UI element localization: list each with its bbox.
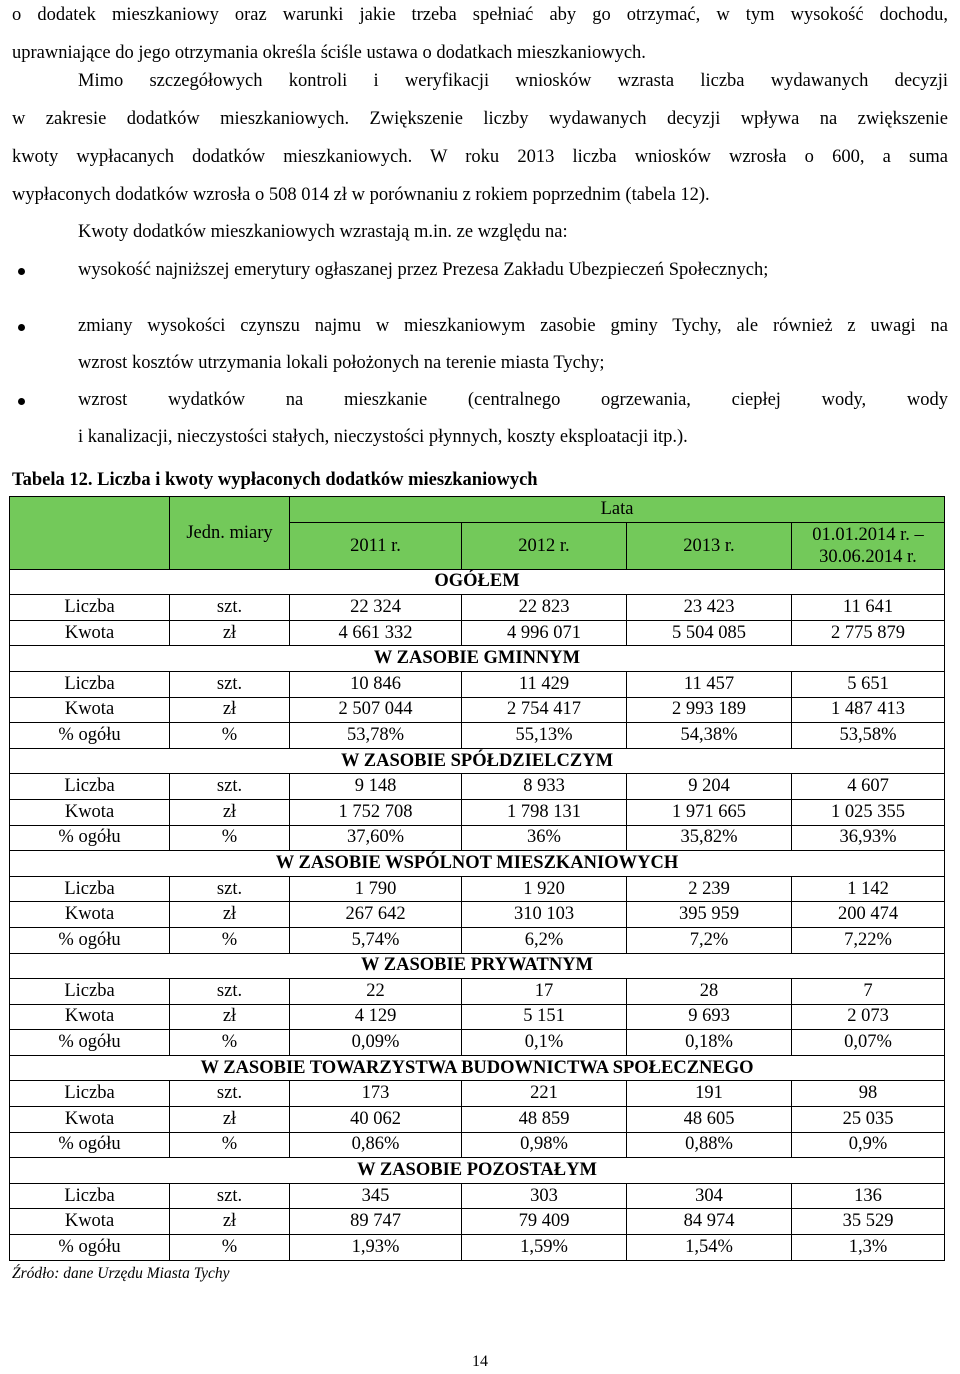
table-row: [10, 799, 945, 825]
table-row: [10, 876, 945, 902]
years-header: Lata: [290, 497, 945, 523]
value-cell: 136: [792, 1183, 945, 1209]
value-cell: 395 959: [627, 902, 792, 928]
table-row: [10, 697, 945, 723]
value-cell: 8 933: [462, 774, 627, 800]
text-line: o dodatek mieszkaniowy oraz warunki jakie trzeba spełniać aby go otrzymać, w tym wysokość dochodu,: [12, 5, 948, 25]
value-cell: 0,9%: [792, 1132, 945, 1158]
decisions-paragraph: [12, 62, 948, 214]
section-title: W ZASOBIE PRYWATNYM: [10, 953, 945, 979]
value-cell: 0,88%: [627, 1132, 792, 1158]
table-row: [10, 1132, 945, 1158]
bullet-icon: [18, 398, 25, 405]
value-cell: 7: [792, 979, 945, 1005]
source-note: Źródło: dane Urzędu Miasta Tychy: [12, 1265, 230, 1282]
unit-cell: szt.: [170, 876, 290, 902]
text-line: Kwoty dodatków mieszkaniowych wzrastają m.in. ze względu na:: [78, 222, 568, 242]
value-cell: 221: [462, 1081, 627, 1107]
section-title: W ZASOBIE TOWARZYSTWA BUDOWNICTWA SPOŁECZNEGO: [10, 1055, 945, 1081]
value-cell: 2 775 879: [792, 620, 945, 646]
list-item-text: wysokość najniższej emerytury ogłaszanej przez Prezesa Zakładu Ubezpieczeń Społecznych;: [78, 260, 769, 280]
section-row: [10, 1055, 945, 1081]
unit-cell: szt.: [170, 1183, 290, 1209]
value-cell: 36%: [462, 825, 627, 851]
value-cell: 6,2%: [462, 927, 627, 953]
table-row: [10, 927, 945, 953]
unit-cell: %: [170, 1235, 290, 1261]
value-cell: 28: [627, 979, 792, 1005]
value-cell: 5 151: [462, 1004, 627, 1030]
value-cell: 1 971 665: [627, 799, 792, 825]
text-line: Mimo szczegółowych kontroli i weryfikacji wniosków wzrasta liczba wydawanych decyzji: [78, 71, 948, 91]
list-item: [12, 382, 948, 456]
page-number: 14: [472, 1353, 488, 1370]
row-label: Liczba: [10, 671, 170, 697]
value-cell: 0,09%: [290, 1030, 462, 1056]
value-cell: 98: [792, 1081, 945, 1107]
bullet-icon: [18, 324, 25, 331]
section-row: [10, 953, 945, 979]
unit-cell: zł: [170, 1107, 290, 1133]
value-cell: 79 409: [462, 1209, 627, 1235]
value-cell: 0,98%: [462, 1132, 627, 1158]
table-row: [10, 1235, 945, 1261]
unit-cell: szt.: [170, 1081, 290, 1107]
value-cell: 200 474: [792, 902, 945, 928]
value-cell: 4 661 332: [290, 620, 462, 646]
row-label: Liczba: [10, 876, 170, 902]
value-cell: 40 062: [290, 1107, 462, 1133]
value-cell: 303: [462, 1183, 627, 1209]
table-row: [10, 979, 945, 1005]
row-label: Liczba: [10, 1183, 170, 1209]
unit-cell: szt.: [170, 979, 290, 1005]
section-row: [10, 1158, 945, 1184]
section-title: W ZASOBIE GMINNYM: [10, 646, 945, 672]
table-row: [10, 902, 945, 928]
reasons-list: [12, 252, 948, 456]
unit-cell: szt.: [170, 671, 290, 697]
value-cell: 1 142: [792, 876, 945, 902]
table-row: [10, 1004, 945, 1030]
value-cell: 22 324: [290, 595, 462, 621]
list-item: [12, 308, 948, 382]
unit-cell: zł: [170, 902, 290, 928]
value-cell: 54,38%: [627, 723, 792, 749]
value-cell: 2 993 189: [627, 697, 792, 723]
value-cell: 11 429: [462, 671, 627, 697]
value-cell: 22 823: [462, 595, 627, 621]
unit-cell: zł: [170, 697, 290, 723]
value-cell: 1,3%: [792, 1235, 945, 1261]
corner-cell: [10, 497, 170, 570]
unit-cell: %: [170, 723, 290, 749]
value-cell: 1 920: [462, 876, 627, 902]
table-row: [10, 723, 945, 749]
value-cell: 4 607: [792, 774, 945, 800]
unit-cell: szt.: [170, 595, 290, 621]
row-label: Kwota: [10, 697, 170, 723]
row-label: Kwota: [10, 799, 170, 825]
value-cell: 4 129: [290, 1004, 462, 1030]
value-cell: 89 747: [290, 1209, 462, 1235]
unit-cell: %: [170, 1132, 290, 1158]
value-cell: 35 529: [792, 1209, 945, 1235]
list-item-text: zmiany wysokości czynszu najmu w mieszkaniowym zasobie gminy Tychy, ale również z uwagi na: [78, 316, 948, 336]
row-label: % ogółu: [10, 825, 170, 851]
unit-cell: %: [170, 1030, 290, 1056]
text-line: uprawniające do jego otrzymania określa ściśle ustawa o dodatkach mieszkaniowych.: [12, 43, 646, 63]
value-cell: 267 642: [290, 902, 462, 928]
value-cell: 7,2%: [627, 927, 792, 953]
value-cell: 37,60%: [290, 825, 462, 851]
value-cell: 10 846: [290, 671, 462, 697]
year-header: 2013 r.: [627, 522, 792, 569]
value-cell: 2 073: [792, 1004, 945, 1030]
row-label: Liczba: [10, 1081, 170, 1107]
value-cell: 1,59%: [462, 1235, 627, 1261]
benefits-table: [9, 496, 945, 1261]
unit-cell: zł: [170, 1004, 290, 1030]
unit-cell: %: [170, 825, 290, 851]
table-row: [10, 774, 945, 800]
value-cell: 345: [290, 1183, 462, 1209]
year-header: 2011 r.: [290, 522, 462, 569]
value-cell: 1,93%: [290, 1235, 462, 1261]
value-cell: 48 859: [462, 1107, 627, 1133]
table-row: [10, 825, 945, 851]
table-row: [10, 620, 945, 646]
value-cell: 0,1%: [462, 1030, 627, 1056]
value-cell: 0,18%: [627, 1030, 792, 1056]
text-line: wypłaconych dodatków wzrosła o 508 014 zł w porównaniu z rokiem poprzednim (tabela 12).: [12, 185, 710, 205]
row-label: Kwota: [10, 1004, 170, 1030]
value-cell: 5 504 085: [627, 620, 792, 646]
list-item: [12, 252, 948, 289]
value-cell: 11 641: [792, 595, 945, 621]
unit-cell: %: [170, 927, 290, 953]
section-row: [10, 569, 945, 595]
value-cell: 25 035: [792, 1107, 945, 1133]
value-cell: 0,86%: [290, 1132, 462, 1158]
list-item-text: wzrost wydatków na mieszkanie (centralnego ogrzewania, ciepłej wody, wody: [78, 390, 948, 410]
table-row: [10, 1081, 945, 1107]
value-cell: 55,13%: [462, 723, 627, 749]
value-cell: 310 103: [462, 902, 627, 928]
value-cell: 48 605: [627, 1107, 792, 1133]
value-cell: 1 025 355: [792, 799, 945, 825]
row-label: Kwota: [10, 620, 170, 646]
value-cell: 1 752 708: [290, 799, 462, 825]
year-header: 01.01.2014 r. – 30.06.2014 r.: [792, 522, 945, 569]
unit-header: Jedn. miary: [170, 497, 290, 570]
list-item-text: wzrost kosztów utrzymania lokali położonych na terenie miasta Tychy;: [78, 353, 605, 373]
value-cell: 35,82%: [627, 825, 792, 851]
value-cell: 23 423: [627, 595, 792, 621]
value-cell: 0,07%: [792, 1030, 945, 1056]
table-row: [10, 1030, 945, 1056]
value-cell: 53,78%: [290, 723, 462, 749]
value-cell: 4 996 071: [462, 620, 627, 646]
unit-cell: zł: [170, 799, 290, 825]
section-title: W ZASOBIE POZOSTAŁYM: [10, 1158, 945, 1184]
value-cell: 1 798 131: [462, 799, 627, 825]
value-cell: 2 507 044: [290, 697, 462, 723]
row-label: Liczba: [10, 979, 170, 1005]
table-row: [10, 1107, 945, 1133]
row-label: Kwota: [10, 902, 170, 928]
value-cell: 22: [290, 979, 462, 1005]
table-row: [10, 595, 945, 621]
value-cell: 9 204: [627, 774, 792, 800]
section-row: [10, 646, 945, 672]
row-label: % ogółu: [10, 1235, 170, 1261]
value-cell: 11 457: [627, 671, 792, 697]
value-cell: 84 974: [627, 1209, 792, 1235]
section-title: W ZASOBIE WSPÓLNOT MIESZKANIOWYCH: [10, 851, 945, 877]
table-caption: Tabela 12. Liczba i kwoty wypłaconych dodatków mieszkaniowych: [12, 470, 538, 490]
section-row: [10, 748, 945, 774]
table-row: [10, 671, 945, 697]
table-row: [10, 1183, 945, 1209]
section-title: W ZASOBIE SPÓŁDZIELCZYM: [10, 748, 945, 774]
row-label: Kwota: [10, 1107, 170, 1133]
unit-cell: szt.: [170, 774, 290, 800]
value-cell: 2 754 417: [462, 697, 627, 723]
value-cell: 1 487 413: [792, 697, 945, 723]
unit-cell: zł: [170, 1209, 290, 1235]
section-row: [10, 851, 945, 877]
value-cell: 191: [627, 1081, 792, 1107]
value-cell: 9 693: [627, 1004, 792, 1030]
value-cell: 304: [627, 1183, 792, 1209]
value-cell: 5,74%: [290, 927, 462, 953]
row-label: % ogółu: [10, 723, 170, 749]
year-header: 2012 r.: [462, 522, 627, 569]
table-row: [10, 1209, 945, 1235]
value-cell: 36,93%: [792, 825, 945, 851]
value-cell: 1,54%: [627, 1235, 792, 1261]
text-line: kwoty wypłacanych dodatków mieszkaniowych. W roku 2013 liczba wniosków wzrosła o 600, a suma: [12, 147, 948, 167]
bullet-icon: [18, 268, 25, 275]
reasons-intro: [12, 213, 948, 251]
table-header-row: [10, 497, 945, 523]
row-label: Kwota: [10, 1209, 170, 1235]
row-label: Liczba: [10, 774, 170, 800]
value-cell: 173: [290, 1081, 462, 1107]
section-title: OGÓŁEM: [10, 569, 945, 595]
value-cell: 53,58%: [792, 723, 945, 749]
value-cell: 5 651: [792, 671, 945, 697]
row-label: % ogółu: [10, 1132, 170, 1158]
list-item-text: i kanalizacji, nieczystości stałych, nieczystości płynnych, koszty eksploatacji itp.).: [78, 427, 688, 447]
unit-cell: zł: [170, 620, 290, 646]
value-cell: 17: [462, 979, 627, 1005]
text-line: w zakresie dodatków mieszkaniowych. Zwiększenie liczby wydawanych decyzji wpływa na zwiększenie: [12, 109, 948, 129]
value-cell: 7,22%: [792, 927, 945, 953]
value-cell: 9 148: [290, 774, 462, 800]
row-label: Liczba: [10, 595, 170, 621]
value-cell: 2 239: [627, 876, 792, 902]
row-label: % ogółu: [10, 1030, 170, 1056]
row-label: % ogółu: [10, 927, 170, 953]
value-cell: 1 790: [290, 876, 462, 902]
